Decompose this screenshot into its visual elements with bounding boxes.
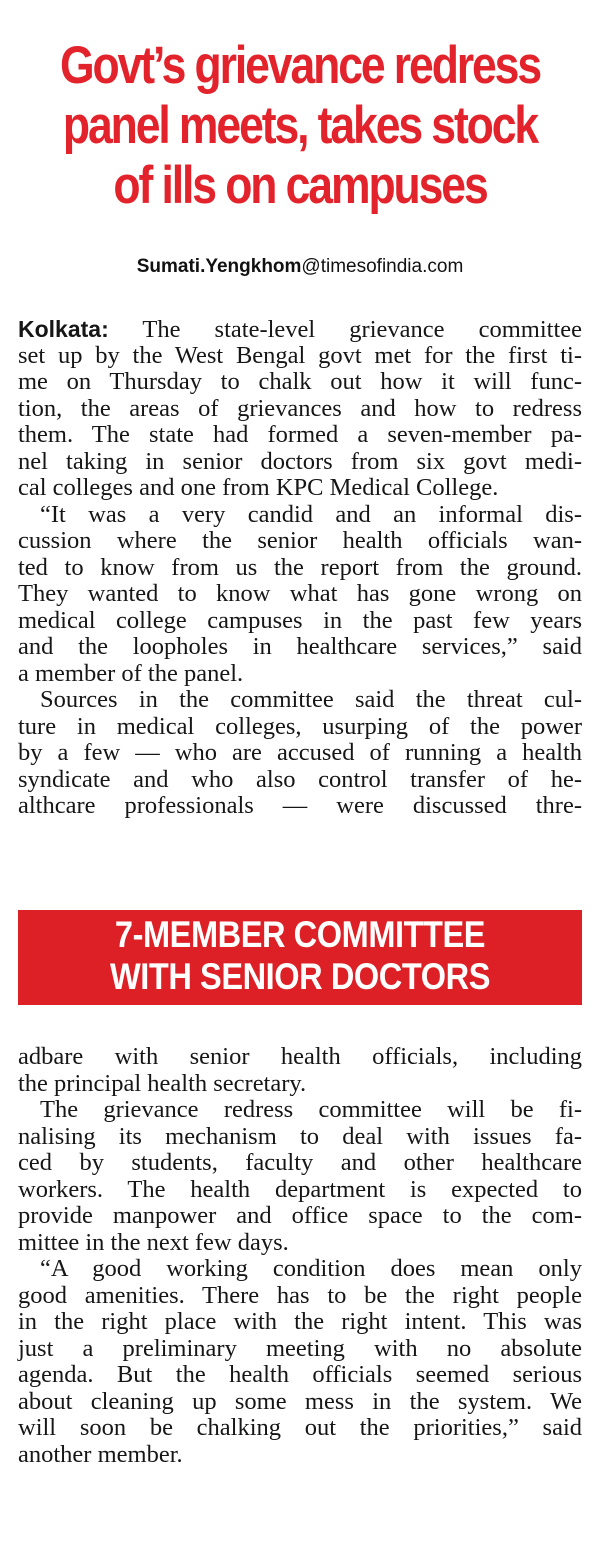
body-line: workers. The health department is expected to: [18, 1175, 582, 1203]
body-line: They wanted to know what has gone wrong on: [18, 580, 582, 607]
body-line: me on Thursday to chalk out how it will func-: [18, 368, 582, 395]
body-line: just a preliminary meeting with no absolute: [18, 1334, 582, 1362]
body-line: The grievance redress committee will be fi-: [40, 1096, 582, 1123]
body-line: a member of the panel.: [18, 659, 244, 687]
body-line: ced by students, faculty and other healthcare: [18, 1149, 582, 1176]
banner-line: 7-MEMBER COMMITTEE: [114, 914, 486, 955]
body-line: tion, the areas of grievances and how to redress: [18, 394, 582, 422]
body-line: them. The state had formed a seven-member pa-: [18, 421, 582, 448]
byline-domain: @timesofindia.com: [301, 256, 464, 277]
dateline: Kolkata:: [18, 316, 109, 342]
headline-line: of ills on campuses: [113, 156, 487, 215]
body-line: agenda. But the health officials seemed serious: [18, 1361, 582, 1388]
body-line: syndicate and who also control transfer of he-: [18, 765, 582, 793]
body-line: nel taking in senior doctors from six govt medi-: [18, 447, 582, 475]
body-line: mittee in the next few days.: [18, 1228, 289, 1256]
body-line: [18, 316, 582, 343]
banner-text: [52, 914, 548, 998]
byline: [0, 256, 600, 278]
article-body-top: [18, 316, 582, 820]
body-line: cussion where the senior health officials wan-: [18, 527, 582, 554]
banner-line: WITH SENIOR DOCTORS: [110, 956, 490, 997]
body-line: another member.: [18, 1440, 183, 1468]
body-line: nalising its mechanism to deal with issues fa-: [18, 1122, 582, 1150]
body-line: ted to know from us the report from the ground.: [18, 553, 582, 581]
body-line: adbare with senior health officials, including: [18, 1043, 582, 1070]
body-line: althcare professionals — were discussed thre-: [18, 792, 582, 819]
headline-line: panel meets, takes stock: [62, 96, 538, 155]
byline-author: Sumati.Yengkhom: [136, 256, 302, 277]
headline: [48, 36, 552, 216]
headline-line: Govt’s grievance redress: [59, 36, 540, 95]
body-line: set up by the West Bengal govt met for the first ti-: [18, 341, 582, 369]
body-line: in the right place with the right intent. This was: [18, 1308, 582, 1335]
body-line: good amenities. There has to be the right people: [18, 1281, 582, 1309]
body-line: the principal health secretary.: [18, 1069, 307, 1097]
body-line: Sources in the committee said the threat cul-: [40, 686, 582, 713]
body-line: “It was a very candid and an informal dis-: [40, 500, 582, 528]
body-line: and the loopholes in healthcare services,” said: [18, 633, 582, 660]
article-body-bottom: [18, 1044, 582, 1468]
body-line: medical college campuses in the past few years: [18, 606, 582, 634]
body-line: about cleaning up some mess in the system. We: [18, 1387, 582, 1415]
body-text: The state-level grievance committee: [108, 316, 582, 343]
body-line: provide manpower and office space to the com-: [18, 1202, 582, 1229]
body-line: by a few — who are accused of running a health: [18, 739, 582, 766]
pull-quote-banner: [18, 910, 582, 1005]
body-line: cal colleges and one from KPC Medical College.: [18, 474, 499, 501]
body-line: will soon be chalking out the priorities,” said: [18, 1414, 582, 1441]
body-line: ture in medical colleges, usurping of the power: [18, 712, 582, 740]
body-line: “A good working condition does mean only: [40, 1255, 582, 1282]
